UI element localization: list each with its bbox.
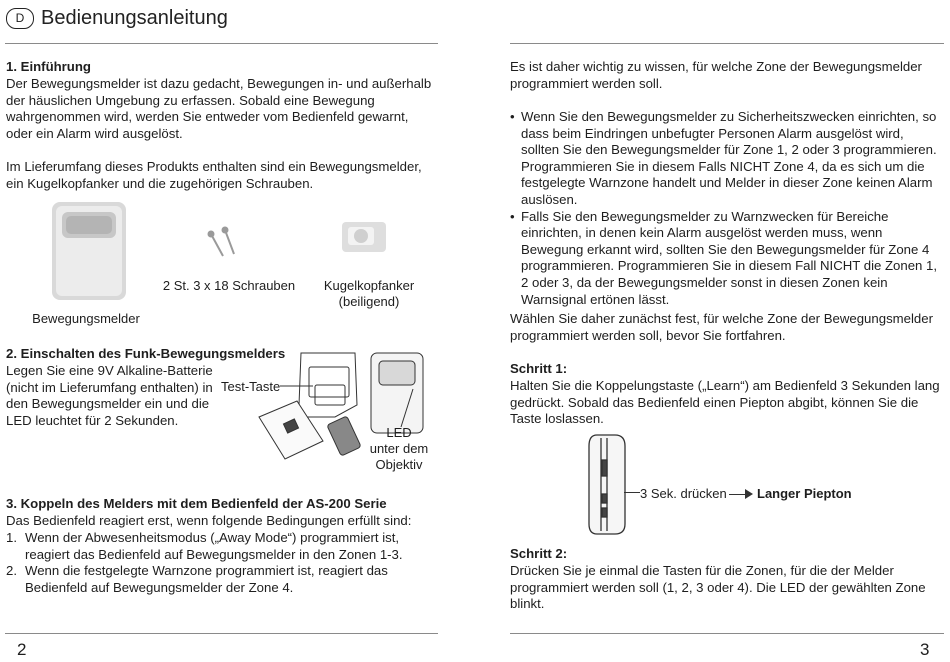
- section-1-contents-paragraph: Im Lieferumfang dieses Produkts enthalten sind ein Bewegungsmelder, ein Kugelkopfanker und die zugehörigen Schrauben.: [6, 159, 422, 191]
- led-label: [368, 425, 430, 473]
- bullet-item: • Falls Sie den Bewegungsmelder zu Warnzwecken für Bereiche einrichten, in denen kein Alarm ausgelöst werden muss, wenn Bewegung erkannt wird, sollten Sie den Bewegungsmelder für Zone 4 programmieren. Programmieren Sie in diesem Fall NICHT die Zonen 1, 2 oder 3, da der Bewegungsmelder sonst in diesen Zonen kein Warnsignal ertönen lässt.: [510, 209, 942, 309]
- section-2-line: Legen Sie eine 9V Alkaline-Batterie: [6, 363, 213, 378]
- step-1-text: Halten Sie die Koppelungstaste („Learn“) am Bedienfeld 3 Sekunden lang gedrückt. Sobald das Bedienfeld einen Piepton abgibt, können Sie die Taste loslassen.: [510, 378, 940, 427]
- list-item-number: 1.: [6, 530, 17, 545]
- led-label-line: unter dem: [369, 441, 429, 456]
- page-number-right: 3: [920, 640, 930, 659]
- step-2-heading: Schritt 2:: [510, 546, 568, 561]
- section-3-list: [6, 530, 438, 596]
- caption-ball-anchor: Kugelkopfanker: [323, 278, 415, 293]
- section-1-paragraph: Der Bewegungsmelder ist dazu gedacht, Bewegungen in- und außerhalb der häuslichen Umgebung zu erfassen. Sobald eine Bewegung wahrgenommen wird, werden Sie entweder vom Bedienfeld gewarnt, oder ein Alarm wird ausgelöst.: [6, 76, 432, 141]
- step-1-heading: Schritt 1:: [510, 361, 568, 376]
- list-item-number: 2.: [6, 563, 17, 579]
- page-number-left: 2: [17, 640, 27, 659]
- list-item: [6, 530, 438, 563]
- zone-bullet-list: [510, 109, 942, 308]
- section-3-intro: Das Bedienfeld reagiert erst, wenn folgende Bedingungen erfüllt sind:: [6, 513, 412, 528]
- list-item-text: Wenn der Abwesenheitsmodus („Away Mode“) programmiert ist, reagiert das Bedienfeld auf Bewegungsmelder in den Zonen 1-3.: [25, 530, 403, 562]
- section-2-text: [6, 363, 216, 429]
- left-bottom-divider: [5, 633, 438, 634]
- bullet-item: • Wenn Sie den Bewegungsmelder zu Sicherheitszwecken einrichten, so dass beim Eindringen unbefugter Personen Alarm ausgelöst wird, sollten Sie den Bewegungsmelder für Zone 1, 2 oder 3 programmieren. Programmieren Sie in diesem Falls NICHT Zone 4, da es sich um die festgelegte Warnzone handelt und Melder in dieser Zone keinen Alarm auslösen.: [510, 109, 942, 209]
- control-panel-figure: [585, 432, 635, 537]
- press-duration-label: 3 Sek. drücken: [640, 486, 727, 501]
- right-top-divider: [510, 43, 944, 44]
- ball-anchor-image: [342, 222, 386, 252]
- led-label-line: LED: [386, 425, 412, 440]
- motion-detector-image: [52, 202, 126, 300]
- caption-ball-anchor-note: (beiligend): [338, 294, 400, 309]
- page-title: Bedienungsanleitung: [41, 7, 228, 29]
- section-2-line: den Bewegungsmelder ein und die: [6, 396, 210, 412]
- caption-screws: 2 St. 3 x 18 Schrauben: [162, 278, 296, 293]
- caption-motion-detector: Bewegungsmelder: [32, 311, 140, 326]
- left-top-divider: [5, 43, 438, 44]
- button-pointer-line: [624, 492, 640, 493]
- list-item: [6, 563, 438, 596]
- right-bottom-divider: [510, 633, 944, 634]
- choose-zone-paragraph: Wählen Sie daher zunächst fest, für welche Zone der Bewegungsmelder programmiert werden soll, bevor Sie fortfahren.: [510, 311, 933, 343]
- test-button-label: Test-Taste: [221, 379, 281, 394]
- section-3-heading: 3. Koppeln des Melders mit dem Bedienfeld der AS-200 Serie: [6, 496, 387, 511]
- section-2-line: (nicht im Lieferumfang enthalten) in: [6, 379, 213, 395]
- arrow-right-icon: [745, 489, 753, 499]
- list-item-text: Wenn die festgelegte Warnzone programmiert ist, reagiert das Bedienfeld auf Bewegungsmelder der Zone 4.: [25, 563, 388, 595]
- led-label-line: Objektiv: [375, 457, 423, 472]
- section-1-heading: 1. Einführung: [6, 59, 91, 74]
- screws-image: [209, 228, 235, 257]
- section-2-line: LED leuchtet für 2 Sekunden.: [6, 412, 179, 428]
- section-2-heading: 2. Einschalten des Funk-Bewegungsmelders: [6, 346, 286, 361]
- long-beep-label: Langer Piepton: [757, 486, 852, 501]
- step-2-text: Drücken Sie je einmal die Tasten für die Zonen, für die der Melder programmiert werden soll (1, 2, 3 oder 4). Die LED der gewählten Zone blinkt.: [510, 563, 926, 612]
- zone-intro-paragraph: Es ist daher wichtig zu wissen, für welche Zone der Bewegungsmelder programmiert werden soll.: [510, 59, 922, 91]
- language-badge: D: [6, 8, 34, 29]
- control-panel-side-view: [585, 432, 635, 537]
